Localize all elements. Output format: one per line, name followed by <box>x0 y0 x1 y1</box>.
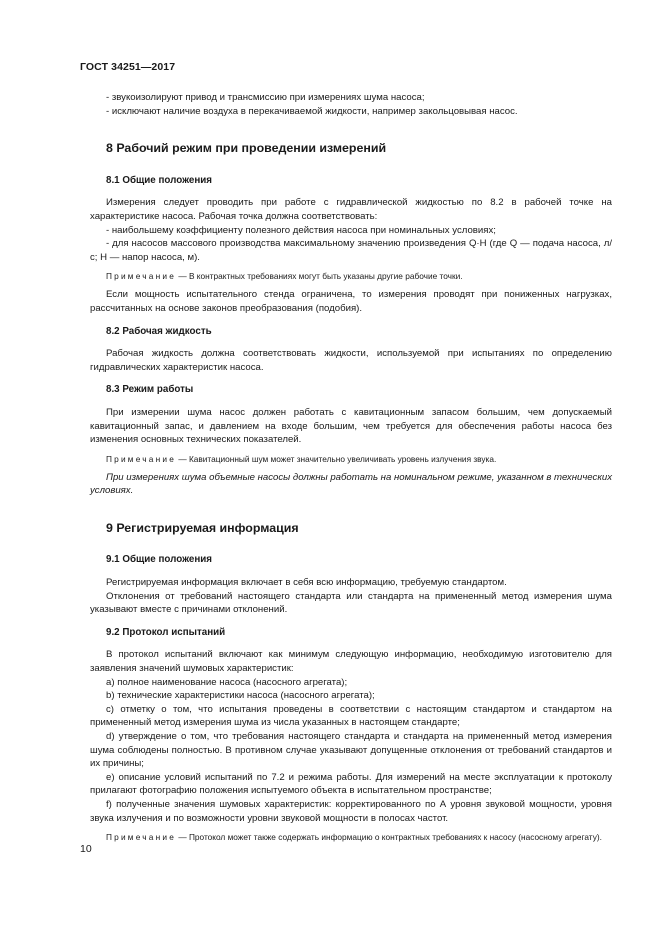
intro-item-2: - исключают наличие воздуха в перекачиваемой жидкости, например закольцовывая насос. <box>106 105 518 117</box>
s92-item-f: f) полученные значения шумовых характеристик: корректированного по А уровня звуковой мощности, уровня звука излучения и по возможности уровни звуковой мощности в полосах частот. <box>90 798 612 824</box>
s81-item-2: - для насосов массового производства максимальному значению произведения Q·H (где Q — подача насоса, л/с; H — напор насоса, м). <box>90 238 612 263</box>
s92-item-a: а) полное наименование насоса (насосного агрегата); <box>106 676 348 688</box>
s92-note <box>90 831 612 843</box>
s83-paragraph: При измерении шума насос должен работать с кавитационным запасом большим, чем допускаемый кавитационный запас, и давлением на входе большим, чем требуется для обеспечения работы насоса без изменения основных технических показателей. <box>90 406 612 446</box>
subsection-9-1-title: 9.1 Общие положения <box>106 554 213 566</box>
intro-item-1: - звукоизолируют привод и трансмиссию при измерениях шума насоса; <box>106 92 425 103</box>
note-label: Примечание <box>106 453 177 464</box>
note-text: — Кавитационный шум может значительно увеличивать уровень излучения звука. <box>176 453 497 464</box>
s92-item-d: d) утверждение о том, что требования настоящего стандарта и стандарта на примененный метод измерения шума соблюдены полностью. В противном случае указывают допущенные отклонения от требований стандартов и их причины; <box>90 731 612 770</box>
standard-header: ГОСТ 34251—2017 <box>80 61 176 73</box>
s92-item-c: с) отметку о том, что испытания проведены в соответствии с настоящим стандартом и стандартом на примененный метод измерения шума из числа указанных в настоящем стандарте; <box>90 703 612 729</box>
s92-item-b: b) технические характеристики насоса (насосного агрегата); <box>106 690 375 702</box>
subsection-8-2-title: 8.2 Рабочая жидкость <box>106 325 212 337</box>
s92-paragraph: В протокол испытаний включают как минимум следующую информацию, необходимую изготовителю для заявления значений шумовых характеристик: <box>90 649 612 675</box>
s82-paragraph: Рабочая жидкость должна соответствовать жидкости, используемой при испытаниях по определению гидравлических характеристик насоса. <box>90 348 612 373</box>
note-label: Примечание <box>106 271 177 282</box>
page-number: 10 <box>80 843 92 855</box>
s81-paragraph-1: Измерения следует проводить при работе с гидравлической жидкостью по 8.2 в рабочей точке на характеристике насоса. Рабочая точка должна соответствовать: <box>90 197 612 222</box>
note-text: — В контрактных требованиях могут быть указаны другие рабочие точки. <box>176 271 463 282</box>
page-content <box>90 91 612 849</box>
s83-italic-paragraph: При измерениях шума объемные насосы должны работать на номинальном режиме, указанном в технических условиях. <box>90 471 612 497</box>
s91-paragraph-1: Регистрируемая информация включает в себя всю информацию, требуемую стандартом. <box>106 577 507 589</box>
note-label: Примечание <box>106 832 177 843</box>
section-8-title: 8 Рабочий режим при проведении измерений <box>106 141 387 156</box>
s91-paragraph-2: Отклонения от требований настоящего стандарта или стандарта на примененный метод измерения шума указывают вместе с причинами отклонений. <box>90 590 612 616</box>
s92-item-e: е) описание условий испытаний по 7.2 и режима работы. Для измерений на месте эксплуатации к протоколу прилагают фотографию положения испытуемого объекта в испытательном пространстве; <box>90 771 612 797</box>
subsection-8-3-title: 8.3 Режим работы <box>106 384 194 396</box>
s83-note <box>90 453 612 465</box>
subsection-9-2-title: 9.2 Протокол испытаний <box>106 626 226 638</box>
note-text: — Протокол может также содержать информацию о контрактных требованиях к насосу (насосному агрегату). <box>176 832 602 843</box>
s81-note <box>90 270 612 282</box>
subsection-8-1-title: 8.1 Общие положения <box>106 174 213 186</box>
s81-paragraph-2: Если мощность испытательного стенда ограничена, то измерения проводят при пониженных нагрузках, рассчитанных на основе законов преобразования (подобия). <box>90 289 612 314</box>
s81-item-1: - наибольшему коэффициенту полезного действия насоса при номинальных условиях; <box>106 224 496 236</box>
section-9-title: 9 Регистрируемая информация <box>106 520 299 535</box>
